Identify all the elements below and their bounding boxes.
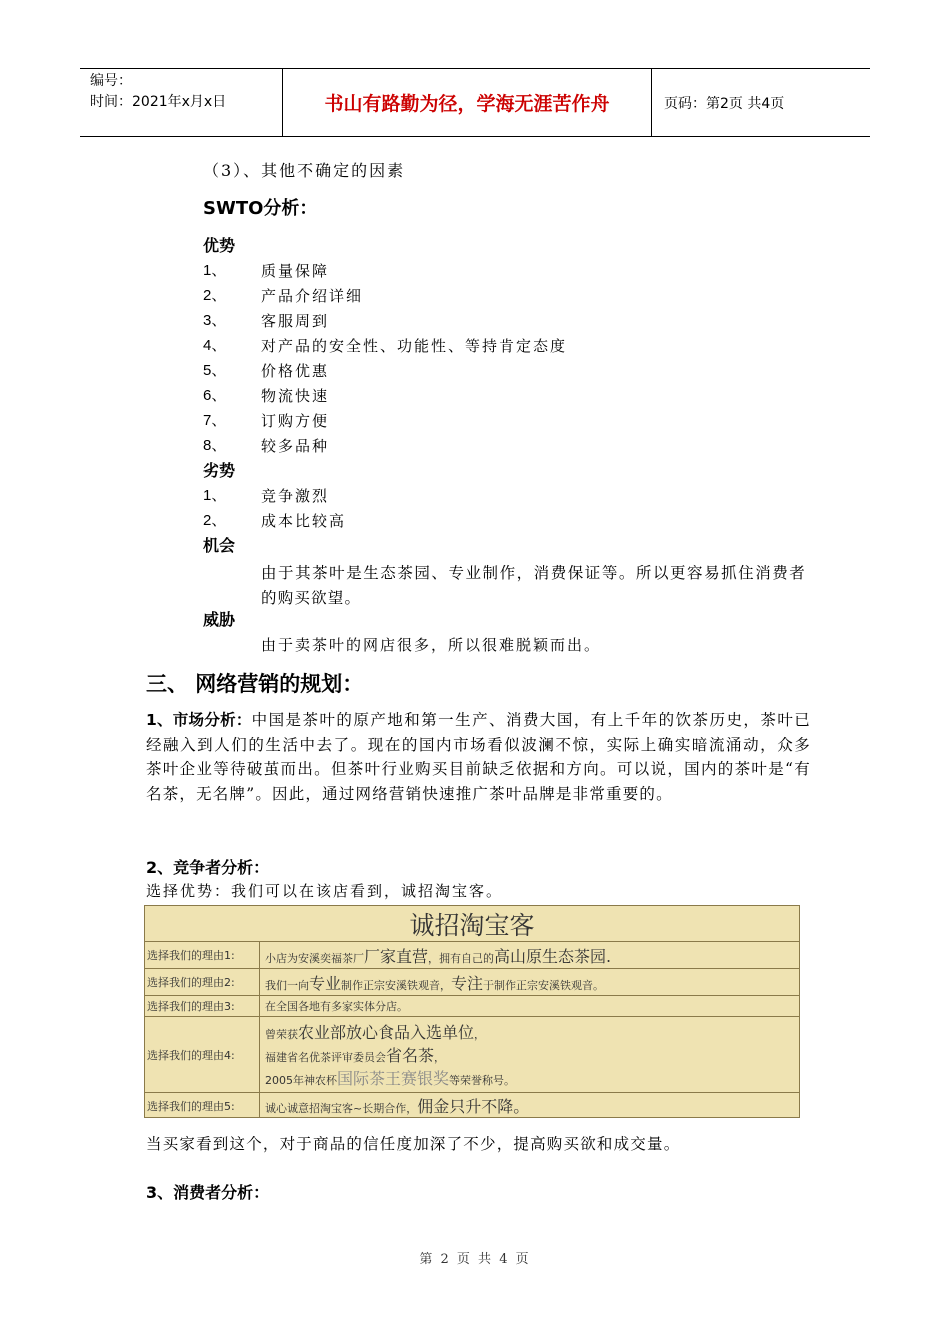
strength-5: 价格优惠 bbox=[261, 362, 330, 380]
tea-recruit-table bbox=[144, 905, 800, 1118]
weakness-2: 成本比较高 bbox=[261, 512, 347, 530]
text: 2005年神农杯 bbox=[265, 1074, 337, 1087]
text: 等荣誉称号。 bbox=[449, 1074, 516, 1087]
table-row bbox=[145, 996, 799, 1017]
row-label: 选择我们的理由1: bbox=[145, 942, 260, 968]
row-content bbox=[260, 1017, 799, 1092]
table-row bbox=[145, 1093, 799, 1118]
highlight: 省名茶 bbox=[386, 1046, 435, 1065]
text: 曾荣获 bbox=[265, 1028, 298, 1041]
weakness-2-num: 2、 bbox=[203, 512, 227, 529]
highlight: 专注 bbox=[451, 973, 484, 993]
factor-3: （3）、其他不确定的因素 bbox=[203, 161, 406, 180]
page-footer: 第 2 页 共 4 页 bbox=[419, 1252, 531, 1267]
competitor-text: 选择优势：我们可以在该店看到，诚招淘宝客。 bbox=[146, 882, 504, 900]
strength-4-num: 4、 bbox=[203, 337, 227, 354]
highlight: 高山原生态茶园 bbox=[494, 946, 607, 966]
row-label: 选择我们的理由3: bbox=[145, 996, 260, 1016]
text: ，拥有自己的 bbox=[428, 951, 495, 965]
strength-7: 订购方便 bbox=[261, 412, 330, 430]
text: 。 bbox=[513, 1097, 530, 1116]
opportunity-text: 由于其茶叶是生态茶园、专业制作，消费保证等。所以更容易抓住消费者的购买欲望。 bbox=[261, 564, 806, 607]
text: 诚心诚意招淘宝客~长期合作， bbox=[265, 1102, 418, 1115]
swot-title: SWTO分析： bbox=[203, 198, 318, 219]
row-content bbox=[260, 942, 799, 968]
weaknesses-title: 劣势 bbox=[203, 461, 236, 480]
after-table-text: 当买家看到这个，对于商品的信任度加深了不少，提高购买欲和成交量。 bbox=[146, 1135, 681, 1153]
strength-5-num: 5、 bbox=[203, 362, 227, 379]
competitor-title: 2、竞争者分析： bbox=[146, 858, 270, 877]
strength-8-num: 8、 bbox=[203, 437, 227, 454]
strength-4: 对产品的安全性、功能性、等持肯定态度 bbox=[261, 337, 568, 355]
text: 小店为安溪奕福茶厂 bbox=[265, 951, 364, 965]
text: 于制作正宗安溪铁观音。 bbox=[483, 978, 605, 992]
text: 在全国各地有多家实体分店。 bbox=[265, 1000, 408, 1013]
strength-6: 物流快速 bbox=[261, 387, 330, 405]
table-row bbox=[145, 969, 799, 996]
number-label: 编号： bbox=[90, 73, 132, 89]
table-row bbox=[145, 1017, 799, 1093]
market-analysis bbox=[146, 708, 811, 806]
highlight: 国际茶王赛银奖 bbox=[337, 1069, 450, 1088]
row-label: 选择我们的理由4: bbox=[145, 1017, 260, 1092]
threat-title: 威胁 bbox=[203, 610, 236, 629]
threat-text: 由于卖茶叶的网店很多，所以很难脱颖而出。 bbox=[261, 636, 602, 654]
text: ， bbox=[434, 1051, 446, 1064]
highlight: 厂家直营 bbox=[364, 946, 429, 966]
text: 我们一向 bbox=[265, 978, 309, 992]
text: 制作正宗安溪铁观音， bbox=[341, 978, 452, 992]
strength-1-num: 1、 bbox=[203, 262, 227, 279]
table-row bbox=[145, 942, 799, 969]
strengths-title: 优势 bbox=[203, 236, 236, 255]
page-header bbox=[80, 68, 870, 137]
strength-2: 产品介绍详细 bbox=[261, 287, 364, 305]
section-3-title: 三、 网络营销的规划： bbox=[146, 672, 364, 696]
highlight: 农业部放心食品入选单位 bbox=[298, 1023, 475, 1042]
text: ， bbox=[474, 1028, 486, 1041]
highlight: 专业 bbox=[309, 973, 342, 993]
highlight: 佣金只升不降 bbox=[417, 1097, 514, 1116]
header-meta bbox=[80, 69, 283, 136]
text: . bbox=[606, 946, 612, 966]
strength-1: 质量保障 bbox=[261, 262, 330, 280]
row-content bbox=[260, 969, 799, 995]
header-page-label: 页码：第2页 共4页 bbox=[664, 95, 785, 112]
row-label: 选择我们的理由2: bbox=[145, 969, 260, 995]
weakness-1: 竞争激烈 bbox=[261, 487, 330, 505]
market-text: 中国是茶叶的原产地和第一生产、消费大国，有上千年的饮茶历史，茶叶已经融入到人们的生活中去了。现在的国内市场看似波澜不惊，实际上确实暗流涌动，众多茶叶企业等待破茧而出。但茶叶行业购买目前缺乏依据和方向。可以说，国内的茶叶是“有名茶，无名牌”。因此，通过网络营销快速推广茶叶品牌是非常重要的。 bbox=[146, 711, 811, 803]
row-content bbox=[260, 1093, 799, 1118]
strength-2-num: 2、 bbox=[203, 287, 227, 304]
header-motto: 书山有路勤为径，学海无涯苦作舟 bbox=[283, 69, 652, 136]
weakness-1-num: 1、 bbox=[203, 487, 227, 504]
row-label: 选择我们的理由5: bbox=[145, 1093, 260, 1118]
strength-8: 较多品种 bbox=[261, 437, 330, 455]
text: 福建省名优茶评审委员会 bbox=[265, 1051, 386, 1064]
strength-7-num: 7、 bbox=[203, 412, 227, 429]
strength-6-num: 6、 bbox=[203, 387, 227, 404]
strength-3-num: 3、 bbox=[203, 312, 227, 329]
strength-3: 客服周到 bbox=[261, 312, 330, 330]
tea-table-title: 诚招淘宝客 bbox=[145, 906, 799, 942]
market-label: 1、市场分析： bbox=[146, 711, 252, 729]
opportunity-title: 机会 bbox=[203, 536, 236, 555]
date-label: 时间：2021年x月x日 bbox=[90, 94, 227, 110]
row-content bbox=[260, 996, 799, 1016]
consumer-title: 3、消费者分析： bbox=[146, 1183, 270, 1202]
